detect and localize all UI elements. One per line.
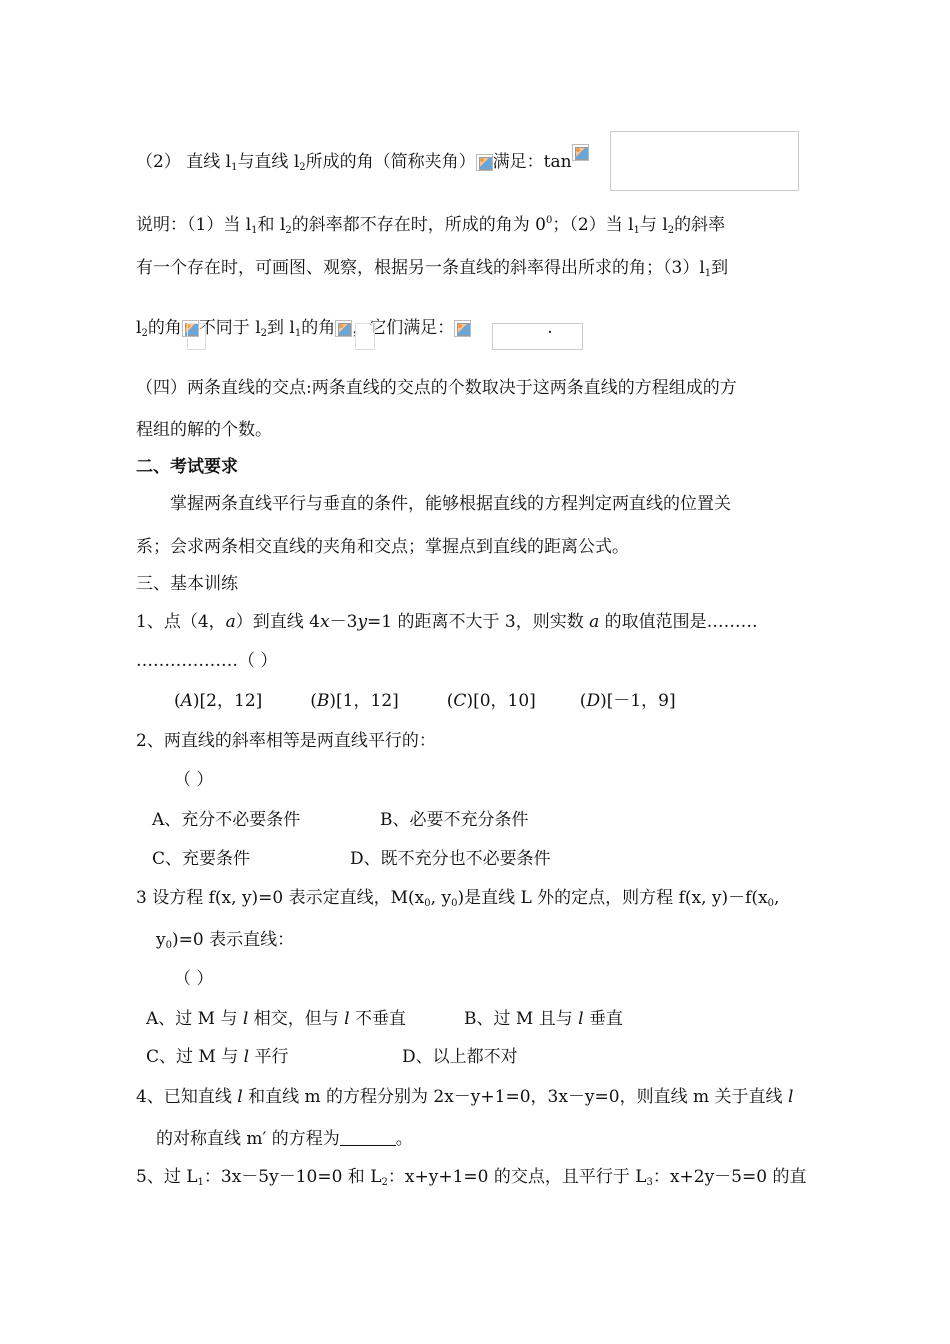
formula-image-icon [454,320,471,337]
option-d[interactable]: D、既不充分也不必要条件 [350,849,551,869]
question-4: 4、已知直线 l 和直线 m 的方程分别为 2x－y+1=0，3x－y=0，则直线 m 关于直线 l [136,1087,794,1107]
requirement-text-cont: 系；会求两条相交直线的夹角和交点；掌握点到直线的距离公式。 [136,537,629,557]
option-c[interactable]: C、过 M 与 l 平行 [146,1047,289,1067]
question-5: 5、过 $L_1$：3x－5y－10=0 和 $L_2$：x+y+1=0 的交点，且平行于 $L_3$：x+2y－5=0 的直 [136,1167,807,1188]
note-line-1: 说明：（1）当 $l_1$和 $l_2$的斜率都不存在时，所成的角为 $0^0$；（2）当 $l_1$与 $l_2$的斜率 [136,215,726,236]
question-1: 1、点（4，a）到直线 4x－3y=1 的距离不大于 3，则实数 a 的取值范围是……… [136,612,758,632]
section-intersection: （四）两条直线的交点:两条直线的交点的个数取决于这两条直线的方程组成的方 [136,378,737,398]
question-2: 2、两直线的斜率相等是两直线平行的： [136,731,436,751]
question-3-cont: $y_0)=0$ 表示直线： [156,930,295,951]
option-b[interactable]: (B)[1，12] [310,691,399,711]
option-c[interactable]: (C)[0，10] [446,691,536,711]
requirement-text: 掌握两条直线平行与垂直的条件，能够根据直线的方程判定两直线的位置关 [136,494,731,514]
question-1-cont: ………………（ ） [136,651,278,671]
note-line-2: 有一个存在时，可画图、观察，根据另一条直线的斜率得出所求的角；$(3)l_1$到 [136,258,729,279]
section-intersection-cont: 程组的解的个数。 [136,420,272,440]
formula-image-icon [335,320,352,337]
heading-basic-training: 三、基本训练 [136,574,238,594]
formula-image-frame [492,323,583,350]
option-b[interactable]: B、必要不充分条件 [380,810,529,830]
option-b[interactable]: B、过 M 且与 l 垂直 [464,1009,623,1029]
option-c[interactable]: C、充要条件 [152,849,251,869]
heading-exam-requirements: 二、考试要求 [136,457,238,477]
answer-blank[interactable] [340,1129,396,1146]
option-d[interactable]: (D)[－1，9] [579,691,676,711]
formula-image-icon [572,144,589,161]
formula-image-frame [610,131,799,191]
question-3: 3 设方程 f(x, y)=0 表示定直线，$M(x_0$, $y_0$)是直线 L 外的定点，则方程 f(x, $y)-f(x_0$, [136,888,780,909]
formula-image-icon [476,154,493,171]
question-4-cont: 的对称直线 m′ 的方程为 。 [156,1129,413,1149]
question-1-options [174,690,676,712]
option-a[interactable]: A、充分不必要条件 [152,810,301,830]
angle-formula-line: （2） 直线 $l_1$与直线 $l_2$所成的角（简称夹角） 满足：tan [136,144,589,173]
note-line-3: $l_2$的角 不同于 $l_2$到 $l_1$的角 ，它们满足： . [136,318,553,339]
formula-image-frame [187,323,206,350]
option-d[interactable]: D、以上都不对 [402,1047,518,1067]
option-a[interactable]: (A)[2，12] [174,691,263,711]
answer-paren: （ ） [174,770,214,790]
formula-image-frame [355,323,375,350]
option-a[interactable]: A、过 M 与 l 相交，但与 l 不垂直 [146,1009,406,1029]
answer-paren: （ ） [174,969,214,989]
